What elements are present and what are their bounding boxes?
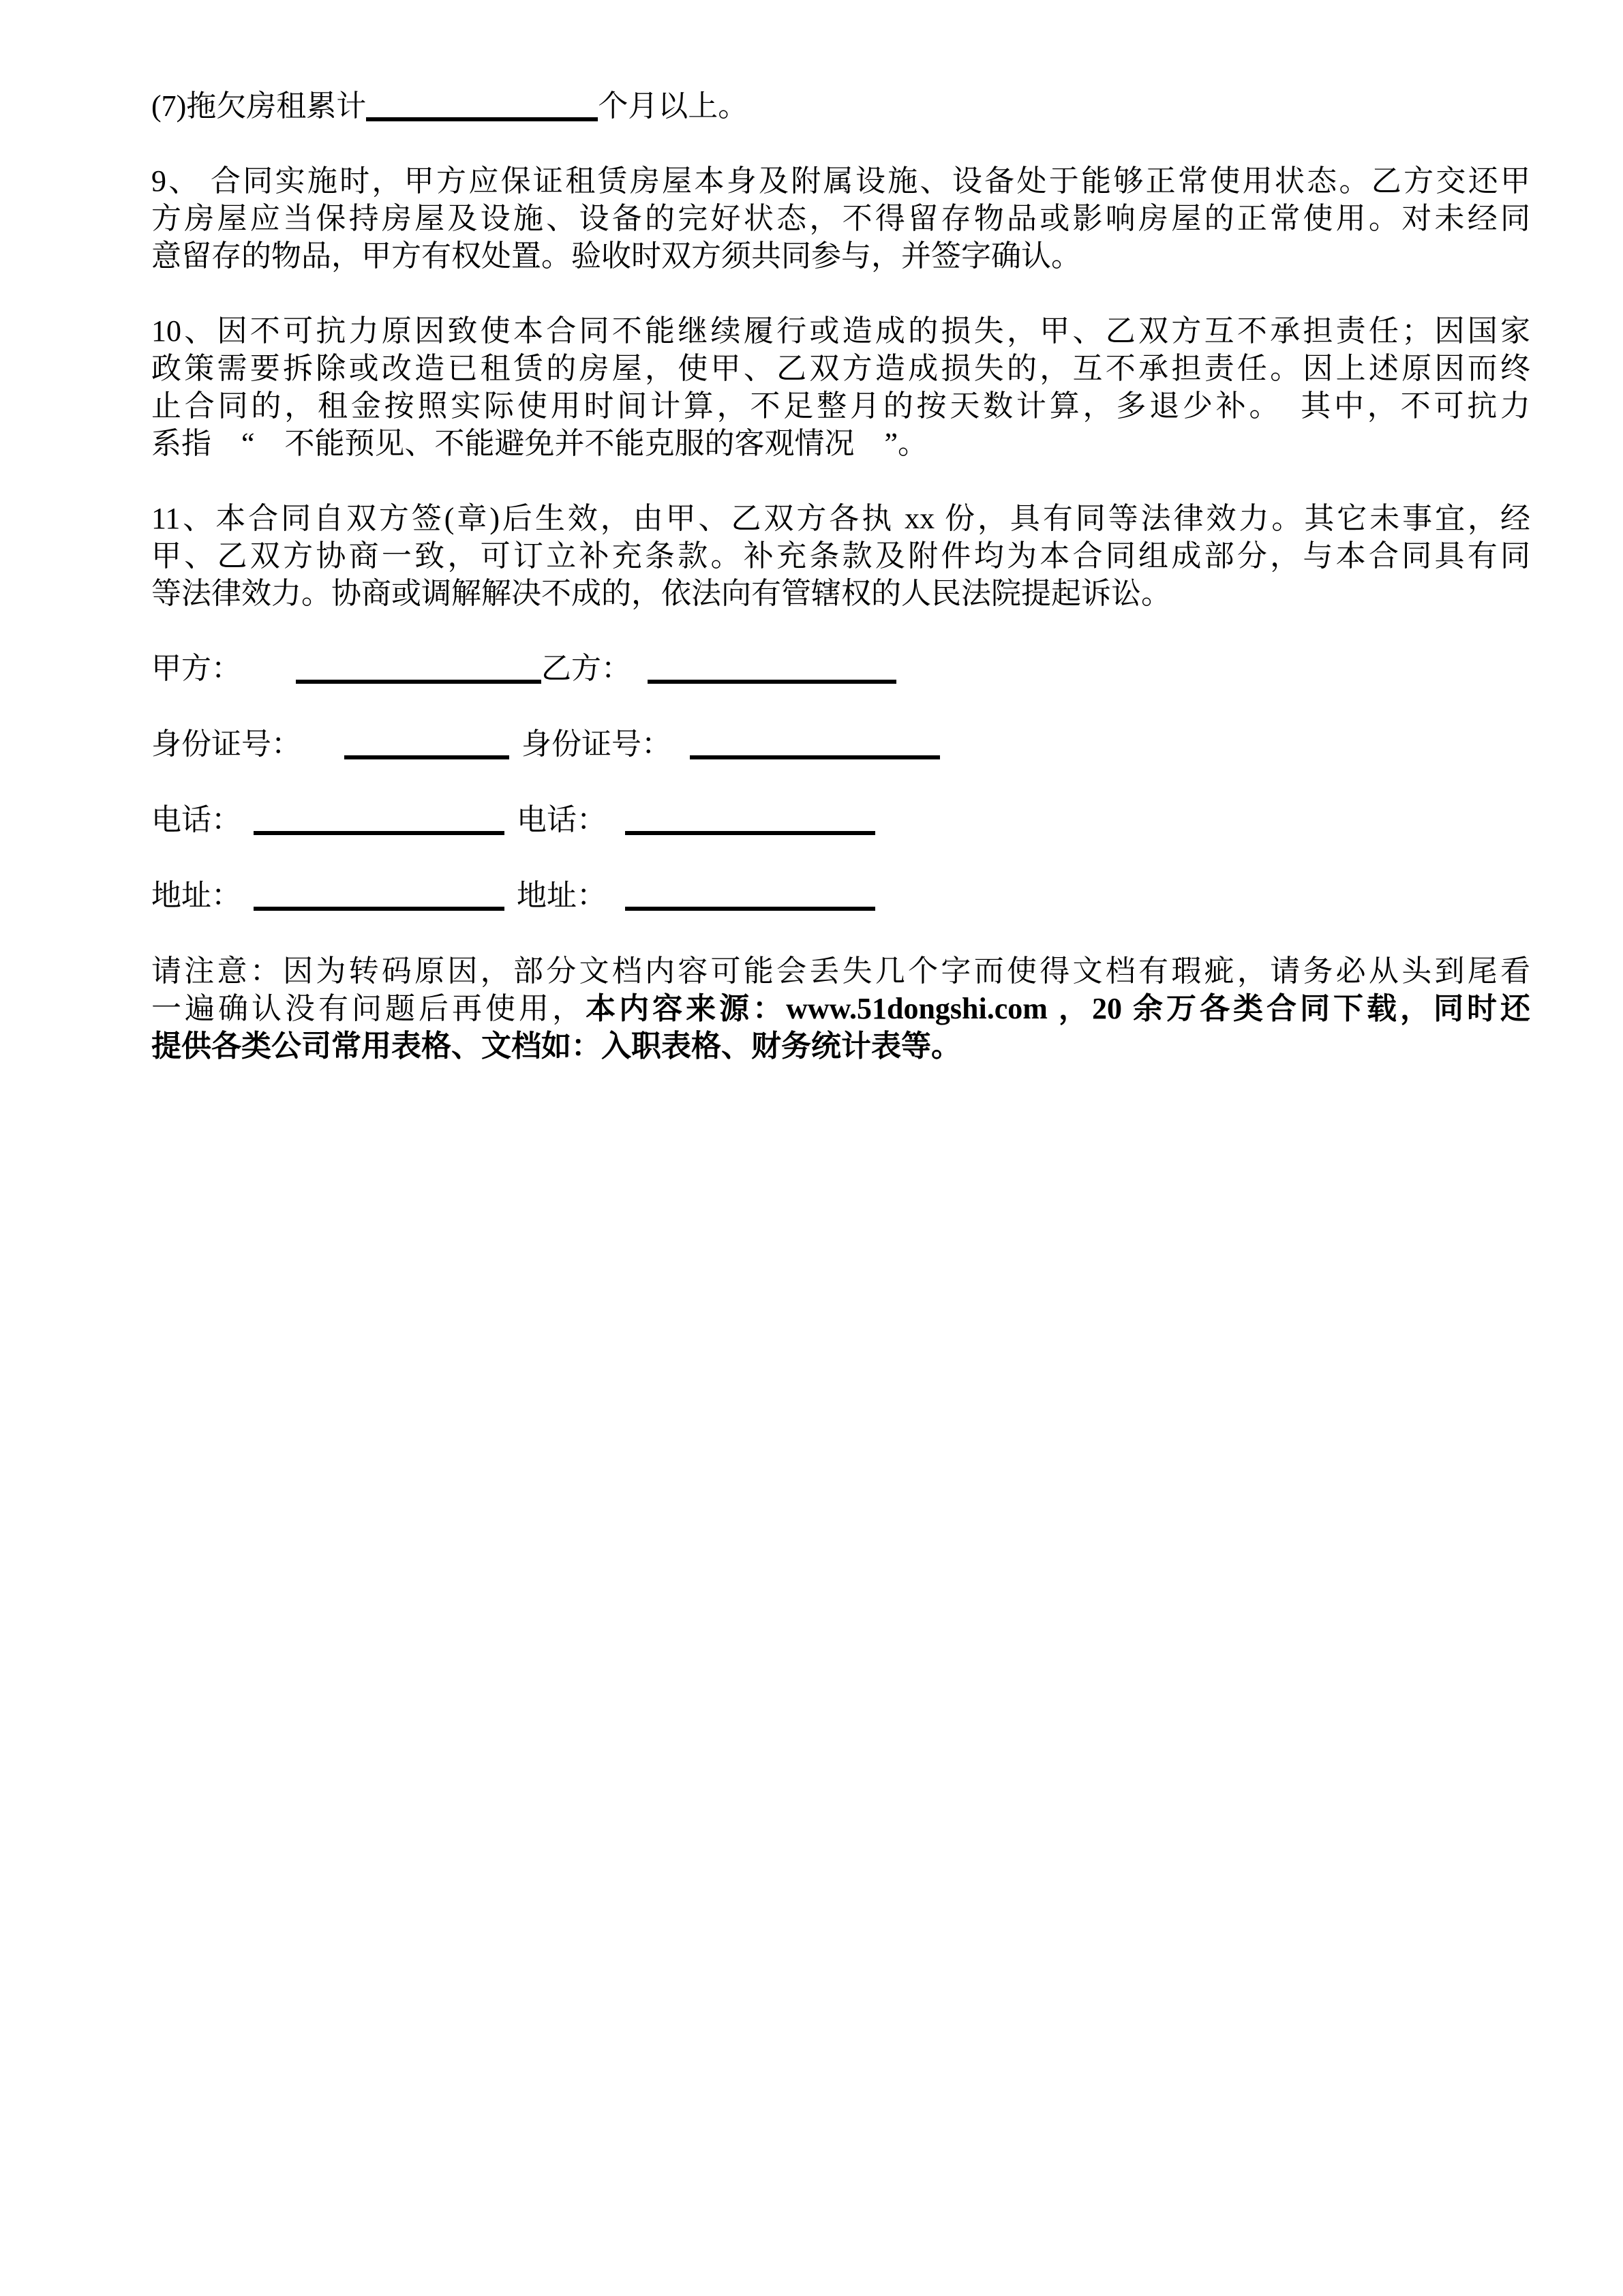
clause-11 <box>151 500 1530 612</box>
phone-b-label: 电话： <box>517 803 607 836</box>
phone-a-blank-line <box>254 805 504 835</box>
address-a-label: 地址： <box>151 879 241 912</box>
id-a-blank-line <box>344 729 509 759</box>
notice-line-2-bold: 本内容来源：www.51dongshi.com ，20 余万各类合同下载，同时还 <box>586 992 1530 1025</box>
party-a-blank-line <box>296 654 541 684</box>
clause-10-line-4: 系指 “ 不能预见、不能避免并不能克服的客观情况 ”。 <box>151 427 928 460</box>
signature-row-address <box>151 877 1530 914</box>
id-b-blank-line <box>690 729 940 759</box>
spacer <box>241 829 254 830</box>
clause-9 <box>151 162 1530 275</box>
spacer <box>301 753 344 754</box>
clause-10-line-1: 10、因不可抗力原因致使本合同不能继续履行或造成的损失，甲、乙双方互不承担责任；因国家 <box>151 314 1530 348</box>
spacer <box>509 753 521 754</box>
clause-7-blank-line <box>366 91 598 121</box>
notice-line-3: 提供各类公司常用表格、文档如：入职表格、财务统计表等。 <box>151 1029 961 1063</box>
notice-line-2-regular: 一遍确认没有问题后再使用， <box>151 992 586 1025</box>
address-b-blank-line <box>625 881 875 911</box>
clause-10-line-3: 止合同的，租金按照实际使用时间计算，不足整月的按天数计算，多退少补。 其中，不可抗力 <box>151 389 1530 423</box>
notice-line-2 <box>151 990 1530 1027</box>
clause-9-line-1: 9、 合同实施时，甲方应保证租赁房屋本身及附属设施、设备处于能够正常使用状态。乙方交还甲 <box>151 164 1530 198</box>
spacer <box>671 753 690 754</box>
clause-11-line-2: 甲、乙双方协商一致，可订立补充条款。补充条款及附件均为本合同组成部分，与本合同具有同 <box>151 539 1530 573</box>
clause-7-prefix: (7)拖欠房租累计 <box>151 89 367 123</box>
id-a-label: 身份证号： <box>151 727 301 761</box>
clause-7 <box>151 87 1530 125</box>
clause-7-suffix: 个月以上。 <box>598 89 748 123</box>
party-b-label: 乙方： <box>541 652 631 685</box>
signature-row-party <box>151 650 1530 687</box>
id-b-label: 身份证号： <box>521 727 671 761</box>
spacer <box>504 829 517 830</box>
clause-9-line-3: 意留存的物品，甲方有权处置。验收时双方须共同参与，并签字确认。 <box>151 239 1081 273</box>
phone-a-label: 电话： <box>151 803 241 836</box>
signature-row-id-number <box>151 725 1530 763</box>
transcoding-notice <box>151 952 1530 1065</box>
signature-row-phone <box>151 801 1530 839</box>
phone-b-blank-line <box>625 805 875 835</box>
clause-10 <box>151 312 1530 462</box>
party-b-blank-line <box>648 654 896 684</box>
notice-line-1: 请注意：因为转码原因，部分文档内容可能会丢失几个字而使得文档有瑕疵，请务必从头到尾看 <box>151 954 1530 988</box>
clause-11-line-1: 11、本合同自双方签(章)后生效，由甲、乙双方各执 xx 份，具有同等法律效力。其它未事宜，经 <box>151 502 1530 535</box>
clause-10-line-2: 政策需要拆除或改造已租赁的房屋，使甲、乙双方造成损失的，互不承担责任。因上述原因而终 <box>151 352 1530 385</box>
clause-11-line-3: 等法律效力。协商或调解解决不成的，依法向有管辖权的人民法院提起诉讼。 <box>151 577 1171 610</box>
party-a-label: 甲方： <box>151 652 241 685</box>
address-a-blank-line <box>254 881 504 911</box>
address-b-label: 地址： <box>517 879 607 912</box>
clause-9-line-2: 方房屋应当保持房屋及设施、设备的完好状态，不得留存物品或影响房屋的正常使用。对未经同 <box>151 202 1530 235</box>
spacer <box>607 829 625 830</box>
